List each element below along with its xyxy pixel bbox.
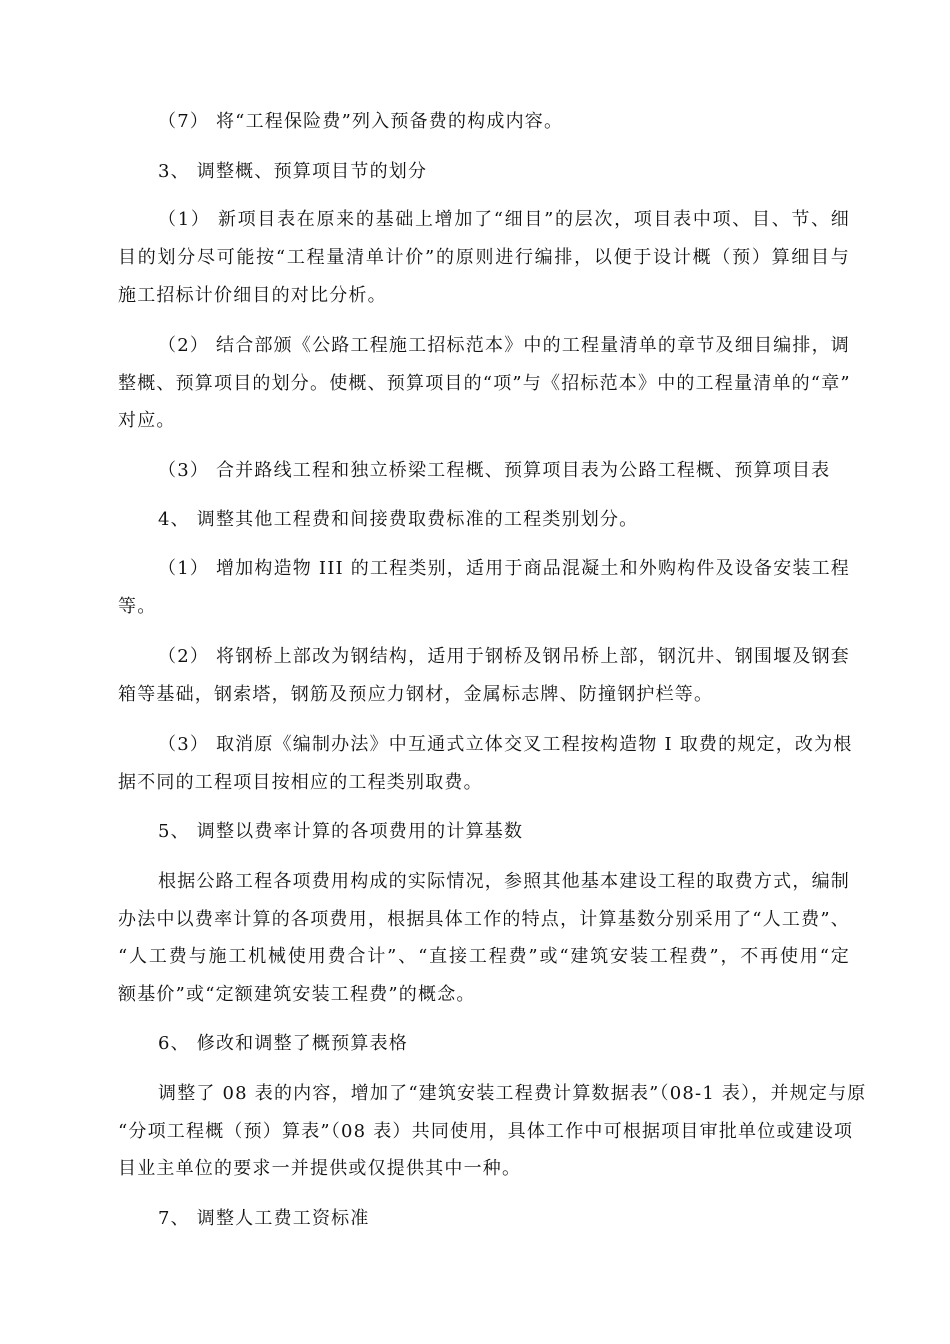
paragraph-line: 等。 xyxy=(118,596,157,617)
paragraph-line: 对应。 xyxy=(118,410,176,431)
paragraph-line: （3） 取消原《编制办法》中互通式立体交叉工程按构造物 I 取费的规定，改为根 xyxy=(158,734,853,755)
paragraph-line: （2） 结合部颁《公路工程施工招标范本》中的工程量清单的章节及细目编排，调 xyxy=(158,335,850,356)
paragraph-line: （1） 增加构造物 III 的工程类别，适用于商品混凝土和外购构件及设备安装工程 xyxy=(158,558,850,579)
paragraph-line: （2） 将钢桥上部改为钢结构，适用于钢桥及钢吊桥上部，钢沉井、钢围堰及钢套 xyxy=(158,646,850,667)
paragraph-line: “人工费与施工机械使用费合计”、“直接工程费”或“建筑安装工程费”，不再使用“定 xyxy=(118,946,850,967)
paragraph-line: “分项工程概（预）算表”（08 表）共同使用，具体工作中可根据项目审批单位或建设项 xyxy=(118,1121,854,1142)
paragraph-line: 根据公路工程各项费用构成的实际情况，参照其他基本建设工程的取费方式，编制 xyxy=(158,871,850,892)
section-heading-4: 4、 调整其他工程费和间接费取费标准的工程类别划分。 xyxy=(158,509,639,530)
paragraph-line: 额基价”或“定额建筑安装工程费”的概念。 xyxy=(118,984,476,1005)
paragraph-line: 据不同的工程项目按相应的工程类别取费。 xyxy=(118,772,483,793)
paragraph-line: 调整了 08 表的内容，增加了“建筑安装工程费计算数据表”（08-1 表），并规定与原 xyxy=(158,1083,867,1104)
paragraph-line: （1） 新项目表在原来的基础上增加了“细目”的层次，项目表中项、目、节、细 xyxy=(158,209,850,230)
paragraph-line: 目业主单位的要求一并提供或仅提供其中一种。 xyxy=(118,1158,522,1179)
paragraph-line: 整概、预算项目的划分。使概、预算项目的“项”与《招标范本》中的工程量清单的“章” xyxy=(118,373,851,394)
paragraph-line: （3） 合并路线工程和独立桥梁工程概、预算项目表为公路工程概、预算项目表 xyxy=(158,460,831,481)
paragraph-line: 箱等基础，钢索塔，钢筋及预应力钢材，金属标志牌、防撞钢护栏等。 xyxy=(118,684,714,705)
section-heading-3: 3、 调整概、预算项目节的划分 xyxy=(158,161,428,182)
section-heading-7: 7、 调整人工费工资标准 xyxy=(158,1208,370,1229)
list-item-7-insurance: （7） 将“工程保险费”列入预备费的构成内容。 xyxy=(158,111,564,132)
section-heading-6: 6、 修改和调整了概预算表格 xyxy=(158,1033,408,1054)
paragraph-line: 目的划分尽可能按“工程量清单计价”的原则进行编排，以便于设计概（预）算细目与 xyxy=(118,247,850,268)
paragraph-line: 办法中以费率计算的各项费用，根据具体工作的特点，计算基数分别采用了“人工费”、 xyxy=(118,909,850,930)
paragraph-line: 施工招标计价细目的对比分析。 xyxy=(118,285,387,306)
section-heading-5: 5、 调整以费率计算的各项费用的计算基数 xyxy=(158,821,524,842)
